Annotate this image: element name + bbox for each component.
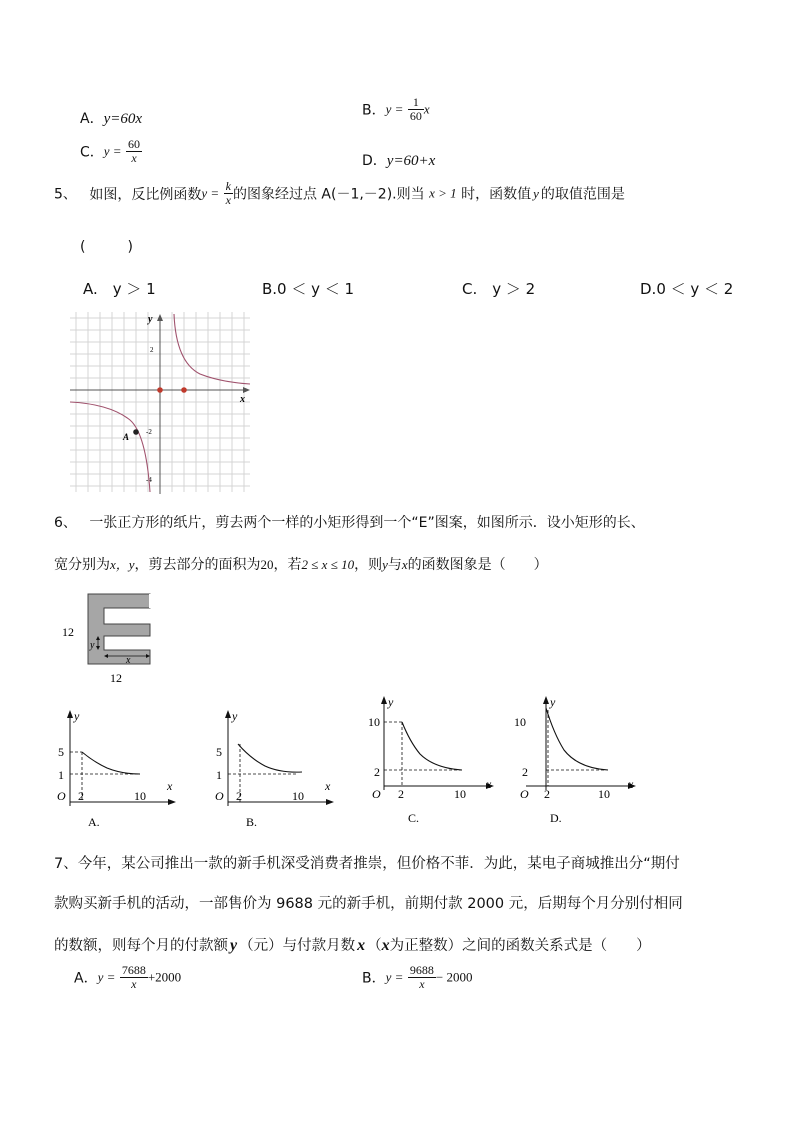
q5-cond: x > 1 [429,185,457,201]
q6-line2-mid3: ，则 [354,557,383,573]
q5-text-post: 时，函数值 [461,186,532,203]
q6-line2-pre: 宽分别为 [54,557,110,573]
q6a-y-arrow [67,710,73,718]
q7-option-a-tail: +2000 [147,969,182,985]
q6-e-shape [88,594,150,664]
q6b-x-a: 2 [236,789,242,803]
q5-text-pre: 如图，反比例函数 [89,186,202,203]
q5-option-c: C. y ＞ 2 [462,280,536,298]
q6-range: 2 ≤ x ≤ 10 [301,557,355,572]
q6a-x-label: x [167,779,173,793]
q6b-curve [238,744,302,772]
q5-text-end: 的取值范围是 [540,186,625,203]
q5-tick-2: 2 [150,346,154,354]
q6a-y-label: y [74,709,80,723]
q4-option-d [362,150,435,170]
q4-option-a-label: A． [80,111,104,127]
q6-x: x [401,557,408,572]
q4-option-b [362,96,430,123]
q7-option-a-num: 7688 [121,963,146,977]
q4-option-a-expr: y=60x [103,111,143,127]
q6a-y-low: 1 [58,768,64,782]
q7-option-b-lhs: y = [385,969,404,985]
q7-line1: 7、今年，某公司推出一款的新手机深受消费者推崇，但价格不菲．为此，某电子商城推出分“期付 [54,856,680,872]
q5-number: 5、 [54,186,77,203]
q5-var-y: y [533,185,539,201]
q5-point-a [133,429,139,435]
q7-option-a [74,964,181,991]
q6-line2 [54,554,548,574]
q6-number: 6、 [54,515,77,531]
q5-red-point-1 [157,387,163,393]
q6-line2-mid2: ，若 [273,557,302,573]
q4-option-b-fraction [408,96,424,123]
q7-line3-x: x [357,937,366,954]
q7-line2: 款购买新手机的活动，一部售价为 9688 元的新手机，前期付款 2000 元，后期每个月分别付相同 [54,896,683,912]
q6a-option-label: A. [88,815,100,829]
q6-area: 20 [260,557,274,572]
q5-func-fraction [224,180,233,207]
q6c-y-top: 10 [368,715,380,729]
q7-line3 [54,934,651,955]
q6a-x-arrow [168,799,176,805]
q4-option-d-expr: y=60+x [386,153,436,169]
q7-option-a-den: x [131,977,137,991]
q6c-y-label: y [388,695,394,709]
q7-option-b-fraction [408,964,436,991]
q6-line2-end: 的函数图象是（ ） [407,557,548,573]
q6b-y-low: 1 [216,768,222,782]
q6b-y-arrow [225,710,231,718]
q7-line3-c: （ [367,938,382,954]
q6-e-x-label: x [126,655,131,666]
q7-option-b-num: 9688 [409,963,434,977]
q6d-y-label: y [550,695,556,709]
q4-option-b-den: 60 [409,109,422,123]
q6b-option-label: B. [246,815,258,829]
q6-e-y-label: y [90,640,95,651]
q5-point-a-label: A [123,432,130,442]
q6-e-bottom-label: 12 [110,671,122,685]
q5-y-axis-label: y [148,314,153,325]
q6b-x-label: x [325,779,331,793]
q5-text-mid: 的图象经过点 A(－1,－2).则当 [232,186,425,203]
q6-graph-d [508,690,642,834]
q6a-curve [82,752,140,774]
q6d-y-low: 2 [522,765,528,779]
q6d-x-a: 2 [544,787,550,801]
q6d-x-b: 10 [598,787,610,801]
q6b-y-top: 5 [216,745,222,759]
q5-func-num: k [225,179,231,193]
q6c-y-arrow [381,696,387,704]
q7-option-b-den: x [419,977,425,991]
q5-x-axis-label: x [240,394,245,405]
q7-line3-d: 为正整数）之间的函数关系式是（ ） [389,938,651,954]
q4-option-b-lhs: y = [385,101,404,117]
q7-option-b [362,964,472,991]
q6a-x-a: 2 [78,789,84,803]
q6d-curve [546,708,608,770]
q6c-x-b: 10 [454,787,466,801]
q5-tick-neg4: -4 [146,476,152,484]
q4-option-c-label: C． [80,144,104,161]
q6b-origin: O [215,789,224,803]
q4-option-b-var: x [423,101,430,117]
q6b-x-b: 10 [292,789,304,803]
q5-func-den: x [225,193,231,207]
q7-line3-b: （元）与付款月数 [239,938,356,954]
q7-option-b-label: B． [362,970,386,987]
q6-graph-b [210,704,340,834]
q4-option-c-num: 60 [128,137,141,151]
q6d-origin: O [520,787,529,801]
q6c-origin: O [372,787,381,801]
q4-option-b-num: 1 [408,96,424,110]
q6b-y-label: y [232,709,238,723]
q5-red-point-2 [181,387,187,393]
q6a-x-b: 10 [134,789,146,803]
q6-e-figure [58,590,158,686]
q7-option-b-tail: − 2000 [435,969,473,985]
q5-answer-paren: ( ) [80,239,133,255]
q6c-y-low: 2 [374,765,380,779]
q6a-y-top: 5 [58,745,64,759]
q6c-x-a: 2 [398,787,404,801]
q6-line2-vars: x，y [110,557,135,572]
q4-option-c-den: x [131,151,137,165]
q7-option-a-label: A． [74,970,98,987]
q6-line2-mid4: 与 [387,557,402,573]
q6-line1 [54,512,645,532]
q4-option-a [80,108,142,128]
q5-option-a: A. y ＞ 1 [83,280,156,298]
q6c-x-label: x [486,777,492,791]
q6-graph-a [52,704,182,834]
q6b-x-arrow [326,799,334,805]
q6d-x-label: x [628,777,634,791]
q6c-curve [402,722,462,770]
q5-tick-neg2: -2 [146,428,152,436]
q6-line2-mid: ，剪去部分的面积为 [134,557,261,573]
q6-y: y [382,557,388,572]
q5-option-d: D.0 ＜ y ＜ 2 [640,280,734,298]
q4-option-c-lhs: y = [103,143,122,159]
q5-graph [70,312,252,494]
q6-line1-text: 一张正方形的纸片，剪去两个一样的小矩形得到一个“E”图案，如图所示．设小矩形的长、 [89,515,645,531]
q5-func-lhs: y = [201,185,220,201]
q6-graph-c [366,690,500,834]
q4-option-c [80,138,142,165]
q6d-option-label: D. [550,811,562,825]
q7-line3-x2: x [381,937,390,954]
q4-option-c-fraction [126,138,142,165]
q5-x-arrow [243,387,250,393]
q5-stem [54,180,625,207]
q6-e-side-label: 12 [62,625,74,639]
q5-option-b: B.0 ＜ y ＜ 1 [262,280,355,298]
q7-option-a-fraction [120,964,148,991]
q7-option-a-lhs: y = [97,969,116,985]
q7-line3-y: y [230,937,238,954]
q4-option-b-label: B． [362,102,386,119]
q4-option-d-label: D． [362,153,387,169]
q5-curve-negative [70,402,150,492]
q6a-origin: O [57,789,66,803]
q6d-y-arrow [543,696,549,704]
q5-curve-positive [174,314,250,384]
q6c-option-label: C. [408,811,420,825]
q6d-y-top: 10 [514,715,526,729]
q7-line3-a: 的数额，则每个月的付款额 [54,938,228,954]
